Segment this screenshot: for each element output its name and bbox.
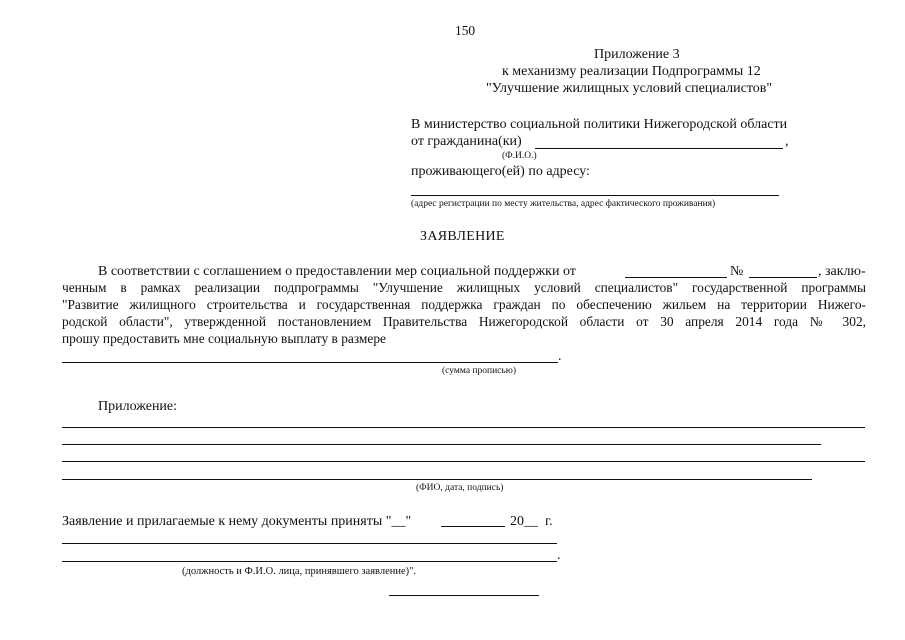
agreement-number-line[interactable] [749,277,817,278]
body-line-3: "Развитие жилищного строительства и государственная поддержка граждан по обеспечению жильем на территории Нижего- [62,297,866,312]
acceptance-text-start: Заявление и прилагаемые к нему документы приняты " [62,514,392,529]
acceptance-day-blank[interactable]: __ [391,514,406,529]
attachment-label: Приложение: [98,399,178,414]
address-line[interactable] [411,195,779,196]
acceptance-period: . [557,548,561,563]
attachment-caption: (ФИО, дата, подпись) [416,483,504,493]
acceptance-year-prefix: 20 [510,514,524,529]
addressee-ministry: В министерство социальной политики Нижегородской области [411,117,788,132]
appendix-program-name: "Улучшение жилищных условий специалистов" [486,81,773,96]
fio-line[interactable] [535,148,783,149]
fio-caption: (Ф.И.О.) [502,151,537,161]
acceptance-year-suffix: г. [545,514,553,529]
page-number: 150 [455,23,476,38]
addressee-from-label: от гражданина(ки) [411,134,522,149]
attachment-line-1[interactable] [62,427,865,428]
attachment-line-3[interactable] [62,461,865,462]
acceptance-line-2[interactable] [62,561,557,562]
agreement-number-sign: № [730,264,744,279]
acceptance-year [510,513,538,530]
appendix-subtitle: к механизму реализации Подпрограммы 12 [502,64,761,79]
body-line-2: ченным в рамках реализации подпрограммы "Улучшение жилищных условий специалистов" государственной программы [62,280,866,295]
address-label: проживающего(ей) по адресу: [411,164,590,179]
body-line-1-end: , заклю- [818,264,866,279]
acceptance-year-blank[interactable]: __ [524,514,538,529]
acceptance-caption: (должность и Ф.И.О. лица, принявшего заявление)". [182,566,417,577]
body-line-5: прошу предоставить мне социальную выплату в размере [62,331,386,346]
sum-line[interactable] [62,362,558,363]
acceptance-text [62,513,411,530]
sum-caption: (сумма прописью) [442,366,516,376]
acceptance-line-1[interactable] [62,543,557,544]
address-caption: (адрес регистрации по месту жительства, адрес фактического проживания) [411,199,716,209]
acceptance-quote-close: " [405,514,412,529]
attachment-line-4[interactable] [62,479,812,480]
body-line-1-start: В соответствии с соглашением о предоставлении мер социальной поддержки от [98,264,576,279]
fio-comma: , [785,134,789,149]
attachment-line-2[interactable] [62,444,821,445]
sum-period: . [558,349,562,364]
body-line-4: родской области", утвержденной постановлением Правительства Нижегородской области от 30 апреля 2014 года № 302, [62,314,866,329]
acceptance-month-line[interactable] [441,526,505,527]
agreement-date-line[interactable] [625,277,727,278]
appendix-title: Приложение 3 [594,47,680,62]
document-title: ЗАЯВЛЕНИЕ [420,229,505,244]
signature-line[interactable] [389,595,539,596]
